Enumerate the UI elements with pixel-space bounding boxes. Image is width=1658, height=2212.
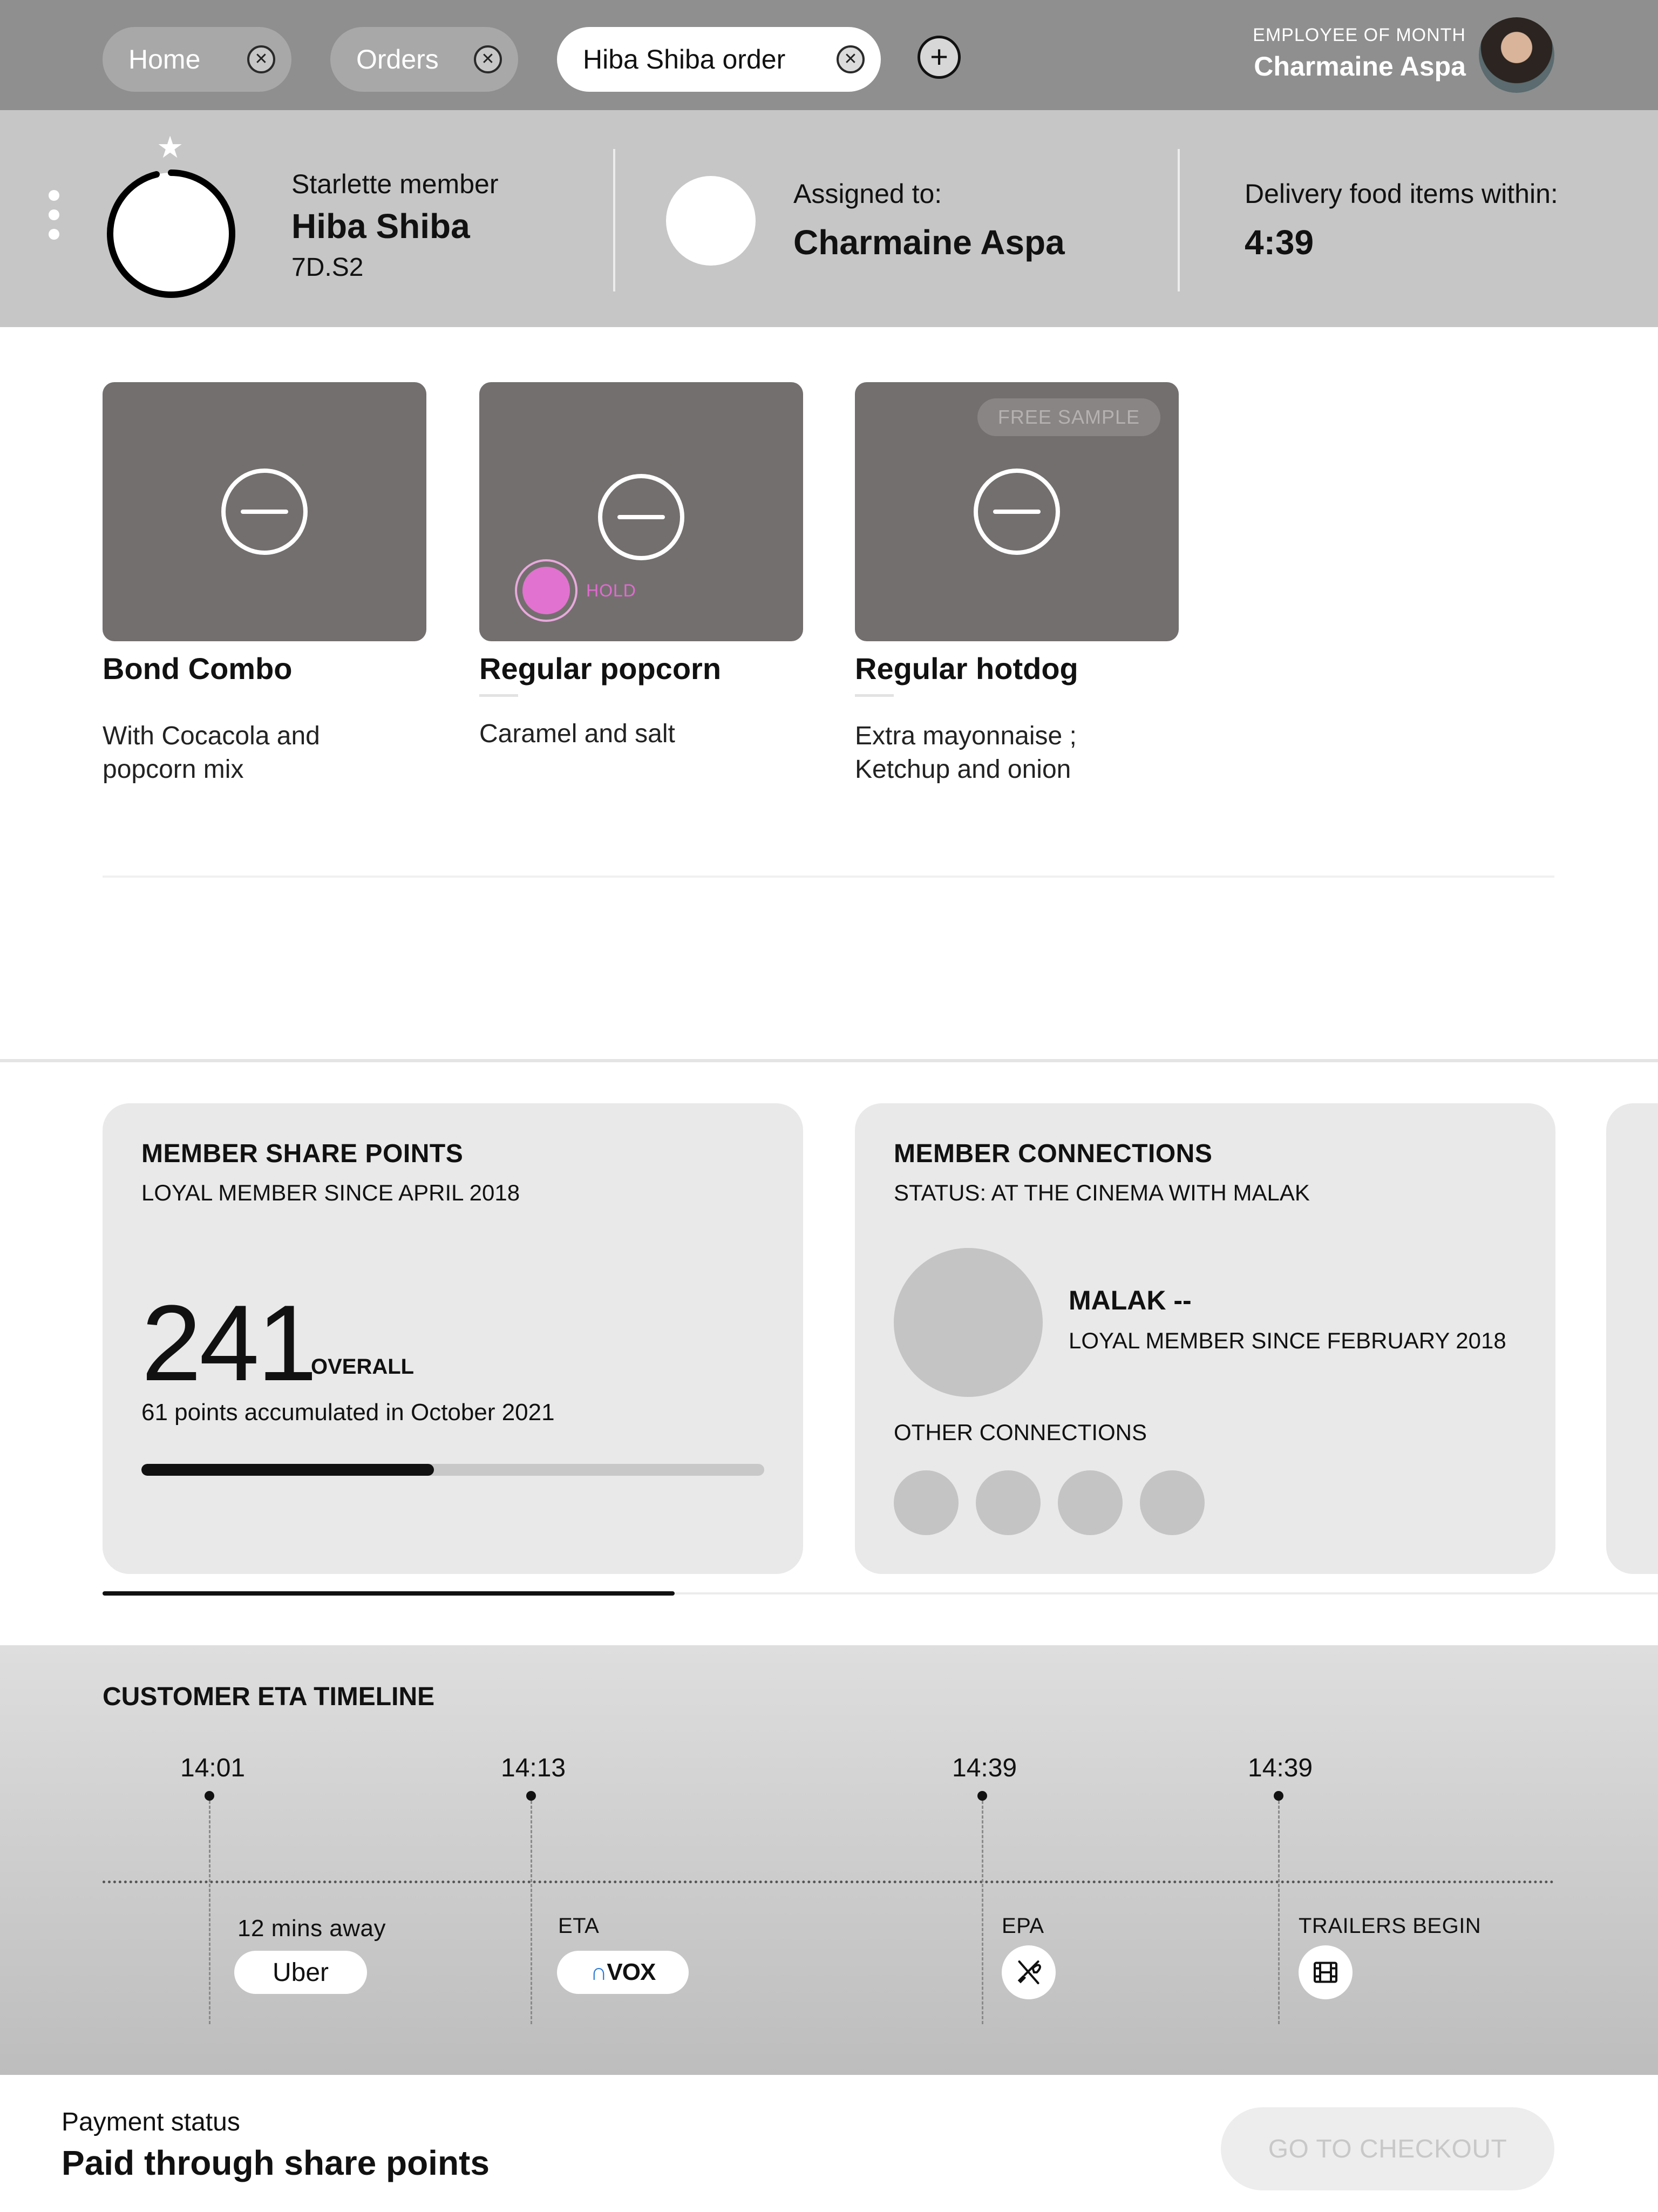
more-options-icon[interactable] xyxy=(49,190,60,248)
item-image[interactable] xyxy=(479,382,803,641)
free-sample-badge: FREE SAMPLE xyxy=(977,398,1160,436)
timeline-dot xyxy=(205,1791,214,1801)
carousel-scroll-thumb[interactable] xyxy=(103,1591,675,1596)
tab-hiba-shiba-order[interactable] xyxy=(557,27,881,92)
avatar[interactable] xyxy=(1479,17,1554,93)
tab-label: Hiba Shiba order xyxy=(583,44,786,74)
member-header xyxy=(0,110,1658,327)
remove-item-icon[interactable] xyxy=(221,469,308,555)
payment-status-label: Payment status xyxy=(62,2108,240,2136)
item-title: Regular popcorn xyxy=(479,652,722,686)
vox-logo-text: VOX xyxy=(607,1959,656,1985)
cutlery-icon xyxy=(1002,1945,1056,1999)
timeline-dot xyxy=(977,1791,987,1801)
tab-orders[interactable] xyxy=(330,27,518,92)
member-name: Hiba Shiba xyxy=(291,207,470,246)
points-note: 61 points accumulated in October 2021 xyxy=(141,1399,555,1426)
assigned-label: Assigned to: xyxy=(793,179,942,209)
timeline-label: EPA xyxy=(1002,1914,1044,1938)
timeline-axis xyxy=(103,1881,1554,1883)
points-total-label: OVERALL xyxy=(311,1355,414,1379)
item-description-line: Extra mayonnaise ; xyxy=(855,722,1077,750)
timeline-marker-line xyxy=(982,1801,983,2024)
item-title: Regular hotdog xyxy=(855,652,1078,686)
connections-card[interactable] xyxy=(855,1103,1555,1574)
item-description xyxy=(479,717,803,751)
member-code: 7D.S2 xyxy=(291,253,364,282)
timeline-marker-line xyxy=(1278,1801,1280,2024)
close-icon[interactable]: ✕ xyxy=(474,45,502,73)
connection-avatar[interactable] xyxy=(1140,1470,1205,1535)
connection-avatar[interactable] xyxy=(1058,1470,1123,1535)
connection-avatar[interactable] xyxy=(976,1470,1041,1535)
item-title: Bond Combo xyxy=(103,652,293,686)
item-description xyxy=(855,720,1179,786)
tab-label: Home xyxy=(128,44,201,74)
add-tab-icon[interactable]: + xyxy=(918,36,961,79)
divider xyxy=(479,694,518,697)
employee-of-month-label: EMPLOYEE OF MONTH xyxy=(1253,25,1466,45)
film-icon xyxy=(1299,1945,1353,1999)
timeline-time: 14:13 xyxy=(501,1754,566,1782)
card-subtitle: STATUS: AT THE CINEMA WITH MALAK xyxy=(894,1180,1310,1205)
item-description-line: popcorn mix xyxy=(103,755,244,784)
timeline-title: CUSTOMER ETA TIMELINE xyxy=(103,1682,435,1711)
item-description xyxy=(103,720,426,786)
item-description-line: Ketchup and onion xyxy=(855,755,1071,784)
divider xyxy=(855,694,894,697)
timeline-time: 14:01 xyxy=(180,1754,246,1782)
divider xyxy=(613,149,615,291)
vox-logo: ∩VOX xyxy=(557,1951,689,1994)
share-points-card[interactable] xyxy=(103,1103,803,1574)
connection-name: MALAK -- xyxy=(1069,1285,1192,1315)
member-tier: Starlette member xyxy=(291,169,499,199)
remove-item-icon[interactable] xyxy=(598,474,684,560)
tab-home[interactable] xyxy=(103,27,291,92)
order-item-regular-popcorn xyxy=(479,382,803,751)
hold-label: HOLD xyxy=(586,581,636,600)
divider xyxy=(103,876,1554,878)
next-card-peek[interactable] xyxy=(1606,1103,1658,1574)
payment-status-value: Paid through share points xyxy=(62,2143,490,2182)
timeline-dot xyxy=(526,1791,536,1801)
timeline-time: 14:39 xyxy=(952,1754,1017,1782)
assigned-name: Charmaine Aspa xyxy=(793,223,1065,262)
tab-label: Orders xyxy=(356,44,439,74)
close-icon[interactable]: ✕ xyxy=(837,45,865,73)
checkout-button[interactable]: GO TO CHECKOUT xyxy=(1221,2107,1554,2190)
timeline-time: 14:39 xyxy=(1248,1754,1313,1782)
connection-avatar[interactable] xyxy=(894,1470,959,1535)
other-connections-label: OTHER CONNECTIONS xyxy=(894,1420,1147,1445)
timeline-label: 12 mins away xyxy=(237,1915,386,1942)
item-image[interactable] xyxy=(855,382,1179,641)
points-total: 241 xyxy=(141,1283,315,1403)
timeline-marker-line xyxy=(531,1801,532,2024)
uber-badge: Uber xyxy=(234,1951,367,1994)
delivery-timer: 4:39 xyxy=(1245,223,1314,262)
card-title: MEMBER CONNECTIONS xyxy=(894,1139,1213,1168)
divider xyxy=(1178,149,1180,291)
hold-button[interactable] xyxy=(515,559,577,622)
card-subtitle: LOYAL MEMBER SINCE APRIL 2018 xyxy=(141,1180,520,1205)
delivery-label: Delivery food items within: xyxy=(1245,179,1558,209)
item-description-line: With Cocacola and xyxy=(103,722,320,750)
timeline-label: TRAILERS BEGIN xyxy=(1299,1914,1482,1938)
order-item-regular-hotdog xyxy=(855,382,1179,786)
close-icon[interactable]: ✕ xyxy=(247,45,275,73)
card-title: MEMBER SHARE POINTS xyxy=(141,1139,464,1168)
avatar[interactable] xyxy=(894,1248,1043,1397)
item-image[interactable] xyxy=(103,382,426,641)
item-description-line: Caramel and salt xyxy=(479,720,675,748)
divider xyxy=(0,1059,1658,1062)
connection-subtitle: LOYAL MEMBER SINCE FEBRUARY 2018 xyxy=(1069,1328,1506,1353)
remove-item-icon[interactable] xyxy=(974,469,1060,555)
timeline-marker-line xyxy=(209,1801,210,2024)
timeline-dot xyxy=(1274,1791,1283,1801)
assignee-avatar xyxy=(666,176,756,266)
points-progress-bar xyxy=(141,1464,764,1476)
star-icon: ★ xyxy=(157,130,184,164)
points-progress-fill xyxy=(141,1464,434,1476)
member-progress-ring xyxy=(103,165,240,302)
order-item-bond-combo xyxy=(103,382,426,786)
timeline-label: ETA xyxy=(558,1914,600,1938)
employee-of-month-name: Charmaine Aspa xyxy=(1254,51,1466,82)
